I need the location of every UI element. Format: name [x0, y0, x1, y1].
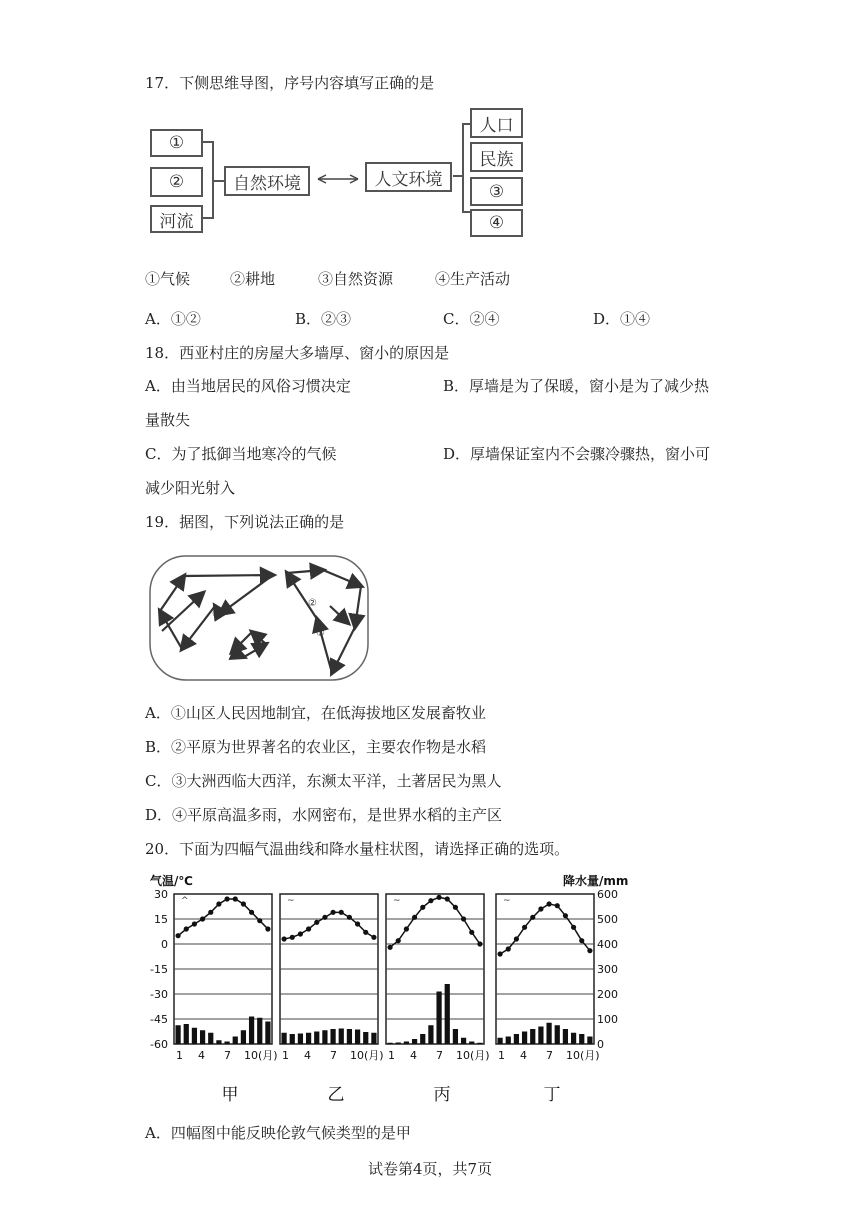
right-box-4: ④ [470, 209, 523, 237]
temp-point [546, 901, 551, 906]
precip-tick-label: 500 [597, 913, 618, 926]
precip-bar [396, 1043, 401, 1045]
temp-point [298, 931, 303, 936]
q17-stem: 17．下侧思维导图，序号内容填写正确的是 [145, 74, 435, 92]
q17-item-4: ④生产活动 [435, 270, 511, 288]
x-tick-label: 7 [436, 1049, 443, 1062]
precip-bar [200, 1030, 205, 1044]
natural-environment-box: 自然环境 [224, 166, 310, 196]
panel-mark: ^ [181, 896, 189, 906]
page-footer: 试卷第4页，共7页 [368, 1160, 493, 1178]
q19-stem: 19．据图，下列说法正确的是 [145, 513, 345, 531]
temp-point [355, 921, 360, 926]
panel-name: 甲 [221, 1085, 239, 1103]
right-box-ethnicity: 民族 [470, 142, 523, 172]
precip-bar [339, 1029, 344, 1045]
temp-tick-label: 0 [161, 938, 168, 951]
x-tick-label: 4 [304, 1049, 311, 1062]
precip-bar [506, 1037, 511, 1045]
temp-tick-label: -30 [150, 988, 168, 1001]
precip-tick-label: 100 [597, 1013, 618, 1026]
x-tick-label: 7 [224, 1049, 231, 1062]
temp-point [445, 896, 450, 901]
temp-point [387, 945, 392, 950]
precip-bar [428, 1025, 433, 1044]
x-tick-label: 7 [330, 1049, 337, 1062]
left-box-1: ① [150, 129, 203, 157]
x-tick-label: 1 [388, 1049, 395, 1062]
x-tick-label: 10(月) [456, 1049, 490, 1062]
mind-map-connectors [0, 0, 860, 260]
temp-tick-label: -45 [150, 1013, 168, 1026]
precip-tick-label: 600 [597, 888, 618, 901]
precip-tick-label: 0 [597, 1038, 604, 1051]
q17-item-1: ①气候 [145, 270, 191, 288]
precip-bar [555, 1025, 560, 1044]
temp-point [404, 926, 409, 931]
precip-bar [347, 1029, 352, 1044]
precip-bar [281, 1033, 286, 1044]
precip-bar [546, 1023, 551, 1044]
temp-point [363, 930, 368, 935]
precip-bar [412, 1039, 417, 1044]
temp-point [306, 926, 311, 931]
q19-option-d[interactable]: D．④平原高温多雨，水网密布，是世界水稻的主产区 [145, 806, 503, 824]
precip-bar [579, 1034, 584, 1044]
temp-point [571, 925, 576, 930]
temp-point [249, 910, 254, 915]
precip-bar [330, 1029, 335, 1044]
precip-axis-label: 降水量/mm [563, 874, 629, 888]
temp-point [436, 895, 441, 900]
precip-bar [363, 1032, 368, 1044]
temp-point [428, 898, 433, 903]
precip-bar [184, 1024, 189, 1044]
precip-bar [322, 1030, 327, 1044]
x-tick-label: 10(月) [350, 1049, 384, 1062]
q18-option-d[interactable]: D．厚墙保证室内不会骤冷骤热，窗小可 [443, 445, 711, 463]
q17-option-b[interactable]: B．②③ [295, 310, 352, 328]
precip-bar [522, 1032, 527, 1045]
q18-option-c[interactable]: C．为了抵御当地寒冷的气候 [145, 445, 337, 463]
temp-point [322, 915, 327, 920]
precip-bar [445, 984, 450, 1044]
precip-bar [306, 1033, 311, 1044]
temp-point [175, 933, 180, 938]
precip-bar [436, 992, 441, 1045]
temp-point [522, 925, 527, 930]
q19-option-a[interactable]: A．①山区人民因地制宜，在低海拔地区发展畜牧业 [145, 704, 486, 722]
x-tick-label: 7 [546, 1049, 553, 1062]
temp-point [233, 896, 238, 901]
temp-point [497, 951, 502, 956]
q18-option-d-cont: 减少阳光射入 [145, 479, 236, 497]
precip-bar [453, 1029, 458, 1044]
q20-stem: 20．下面为四幅气温曲线和降水量柱状图，请选择正确的选项。 [145, 840, 570, 858]
temp-line [500, 904, 590, 954]
map-label-1: ① [180, 639, 189, 650]
temp-point [477, 941, 482, 946]
map-label-2: ② [308, 598, 317, 609]
q17-option-d[interactable]: D．①④ [593, 310, 651, 328]
temp-point [265, 926, 270, 931]
temp-point [563, 913, 568, 918]
temp-point [257, 918, 262, 923]
temp-point [555, 903, 560, 908]
map-label-3: ③ [316, 628, 325, 639]
temp-axis-label: 气温/℃ [150, 874, 193, 888]
precip-bar [298, 1034, 303, 1045]
precip-bar [387, 1043, 392, 1044]
temp-point [314, 920, 319, 925]
temp-point [396, 938, 401, 943]
temp-line [284, 912, 374, 939]
temp-point [412, 915, 417, 920]
temp-point [281, 936, 286, 941]
human-environment-box: 人文环境 [365, 162, 452, 192]
left-box-2: ② [150, 167, 203, 197]
precip-bar [257, 1018, 262, 1044]
q18-option-b[interactable]: B．厚墙是为了保暖，窗小是为了减少热 [443, 377, 710, 395]
temp-line [178, 899, 268, 936]
temp-tick-label: 15 [154, 913, 168, 926]
x-tick-label: 4 [410, 1049, 417, 1062]
temp-point [192, 921, 197, 926]
q19-option-c[interactable]: C．③大洲西临大西洋，东濒太平洋，土著居民为黑人 [145, 772, 502, 790]
temp-point [330, 910, 335, 915]
precip-bar [265, 1022, 270, 1045]
q20-option-a[interactable]: A．四幅图中能反映伦敦气候类型的是甲 [145, 1124, 411, 1142]
precip-bar [224, 1042, 229, 1045]
right-box-3: ③ [470, 177, 523, 206]
temp-point [347, 915, 352, 920]
temp-point [461, 916, 466, 921]
precip-bar [233, 1037, 238, 1045]
precip-tick-label: 200 [597, 988, 618, 1001]
q17-item-2: ②耕地 [230, 270, 276, 288]
map-label-4: ④ [212, 609, 221, 620]
panel-name: 丁 [543, 1085, 561, 1103]
temp-point [200, 916, 205, 921]
precip-bar [216, 1040, 221, 1044]
precip-bar [477, 1043, 482, 1044]
precip-bar [420, 1034, 425, 1044]
q17-item-3: ③自然资源 [318, 270, 394, 288]
precip-tick-label: 400 [597, 938, 618, 951]
precip-bar [355, 1030, 360, 1045]
temp-point [224, 896, 229, 901]
precip-bar [538, 1027, 543, 1045]
world-map-sketch [140, 548, 380, 688]
q17-option-a[interactable]: A．①② [145, 310, 201, 328]
precip-bar [192, 1028, 197, 1044]
q18-option-b-cont: 量散失 [145, 411, 191, 429]
temp-point [469, 930, 474, 935]
panel-mark: ~ [393, 896, 401, 906]
precip-bar [208, 1033, 213, 1044]
x-tick-label: 1 [176, 1049, 183, 1062]
precip-bar [461, 1038, 466, 1044]
panel-name: 乙 [327, 1085, 345, 1103]
precip-bar [563, 1029, 568, 1044]
q19-option-b[interactable]: B．②平原为世界著名的农业区，主要农作物是水稻 [145, 738, 487, 756]
panel-mark: ~ [287, 896, 295, 906]
temp-point [538, 906, 543, 911]
precip-bar [404, 1042, 409, 1045]
temp-point [371, 935, 376, 940]
temp-tick-label: -60 [150, 1038, 168, 1051]
q17-option-c[interactable]: C．②④ [443, 310, 500, 328]
temp-point [290, 935, 295, 940]
climate-charts [140, 868, 640, 1103]
right-box-population: 人口 [470, 108, 523, 138]
x-tick-label: 10(月) [566, 1049, 600, 1062]
panel-mark: ~ [503, 896, 511, 906]
precip-bar [241, 1030, 246, 1044]
temp-point [184, 926, 189, 931]
temp-point [216, 901, 221, 906]
precip-bar [249, 1017, 254, 1045]
temp-point [530, 915, 535, 920]
precip-bar [571, 1033, 576, 1044]
temp-line [390, 897, 480, 947]
temp-point [506, 946, 511, 951]
temp-point [339, 910, 344, 915]
temp-point [420, 905, 425, 910]
q18-stem: 18．西亚村庄的房屋大多墙厚、窗小的原因是 [145, 344, 450, 362]
left-box-river: 河流 [150, 205, 203, 233]
panel-name: 丙 [433, 1085, 451, 1103]
q18-option-a[interactable]: A．由当地居民的风俗习惯决定 [145, 377, 351, 395]
precip-bar [314, 1032, 319, 1045]
temp-point [587, 948, 592, 953]
x-tick-label: 1 [498, 1049, 505, 1062]
x-tick-label: 4 [198, 1049, 205, 1062]
precip-bar [469, 1042, 474, 1045]
temp-point [514, 936, 519, 941]
precip-bar [514, 1034, 519, 1044]
precip-bar [530, 1029, 535, 1044]
precip-bar [175, 1025, 180, 1044]
precip-bar [497, 1038, 502, 1044]
precip-bar [290, 1034, 295, 1044]
precip-bar [587, 1037, 592, 1045]
temp-point [208, 910, 213, 915]
temp-tick-label: -15 [150, 963, 168, 976]
temp-point [579, 938, 584, 943]
x-tick-label: 1 [282, 1049, 289, 1062]
x-tick-label: 10(月) [244, 1049, 278, 1062]
precip-bar [371, 1033, 376, 1044]
temp-point [241, 901, 246, 906]
precip-tick-label: 300 [597, 963, 618, 976]
x-tick-label: 4 [520, 1049, 527, 1062]
temp-tick-label: 30 [154, 888, 168, 901]
temp-point [453, 905, 458, 910]
